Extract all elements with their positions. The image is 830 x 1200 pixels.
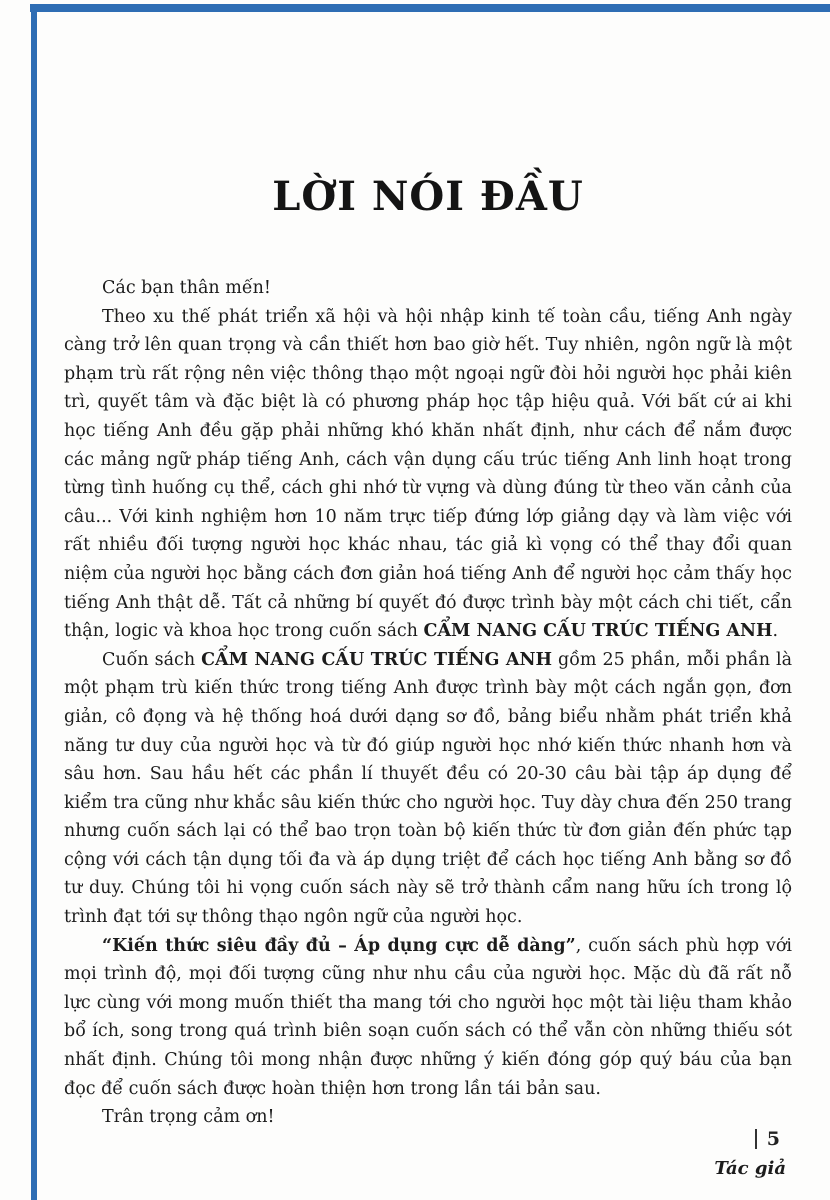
bold-text-segment: CẨM NANG CẤU TRÚC TIẾNG ANH [423,621,773,642]
page-footer [755,1128,780,1150]
text-segment: Theo xu thế phát triển xã hội và hội nhập kinh tế toàn cầu, tiếng Anh ngày càng trở lên quan trọng và cần thiết hơn bao giờ hết. Tuy nhiên, ngôn ngữ là một phạm trù rất rộng nên việc thông thạo một ngoại ngữ đòi hỏi người học phải kiên trì, quyết tâm và đặc biệt là có phương pháp học tập hiệu quả. Với bất cứ ai khi học tiếng Anh đều gặp phải những khó khăn nhất định, như cách để nắm được các mảng ngữ pháp tiếng Anh, cách vận dụng cấu trúc tiếng Anh linh hoạt trong từng tình huống cụ thể, cách ghi nhớ từ vựng và dùng đúng từ theo văn cảnh của câu... Với kinh nghiệm hơn 10 năm trực tiếp đứng lớp giảng dạy và làm việc với rất nhiều đối tượng người học khác nhau, tác giả kì vọng có thể thay đổi quan niệm của người học bằng cách đơn giản hoá tiếng Anh để người học cảm thấy học tiếng Anh thật dễ. Tất cả những bí quyết đó được trình bày một cách chi tiết, cẩn thận, logic và khoa học trong cuốn sách [64,306,792,642]
text-segment: Cuốn sách [102,649,202,670]
footer-separator [755,1129,757,1149]
page-content [64,0,792,1179]
bold-text-segment: “Kiến thức siêu đầy đủ – Áp dụng cực dễ dàng” [102,935,576,956]
page-left-border [31,4,37,1200]
paragraph [64,1103,792,1132]
text-segment: Các bạn thân mến! [102,278,271,298]
paragraph [64,274,792,303]
text-segment: , cuốn sách phù hợp với mọi trình độ, mọi đối tượng cũng như nhu cầu của người học. Mặc dù đã rất nỗ lực cùng với mong muốn thiết tha mang tới cho người học một tài liệu tham khảo bổ ích, song trong quá trình biên soạn cuốn sách có thể vẫn còn những thiếu sót nhất định. Chúng tôi mong nhận được những ý kiến đóng góp quý báu của bạn đọc để cuốn sách được hoàn thiện hơn trong lần tái bản sau. [64,935,792,1099]
text-segment: . [772,621,779,642]
page-title: LỜI NÓI ĐẦU [272,173,584,220]
paragraph [64,646,792,932]
paragraph [64,932,792,1104]
body-paragraphs [64,274,792,1132]
author-signature: Tác giả [714,1157,786,1179]
text-segment: Trân trọng cảm ơn! [102,1107,275,1128]
text-segment: gồm 25 phần, mỗi phần là một phạm trù kiến thức trong tiếng Anh được trình bày một cách ngắn gọn, đơn giản, cô đọng và hệ thống hoá dưới dạng sơ đồ, bảng biểu nhằm phát triển khả năng tư duy của người học và từ đó giúp người học nhớ kiến thức nhanh hơn và sâu hơn. Sau hầu hết các phần lí thuyết đều có 20-30 câu bài tập áp dụng để kiểm tra cũng như khắc sâu kiến thức cho người học. Tuy dày chưa đến 250 trang nhưng cuốn sách lại có thể bao trọn toàn bộ kiến thức từ đơn giản đến phức tạp cộng với cách tận dụng tối đa và áp dụng triệt để cách học tiếng Anh bằng sơ đồ tư duy. Chúng tôi hi vọng cuốn sách này sẽ trở thành cẩm nang hữu ích trong lộ trình đạt tới sự thông thạo ngôn ngữ của người học. [64,649,793,928]
bold-text-segment: CẨM NANG CẤU TRÚC TIẾNG ANH [201,649,553,670]
paragraph [64,303,792,646]
page-number: 5 [766,1128,780,1150]
